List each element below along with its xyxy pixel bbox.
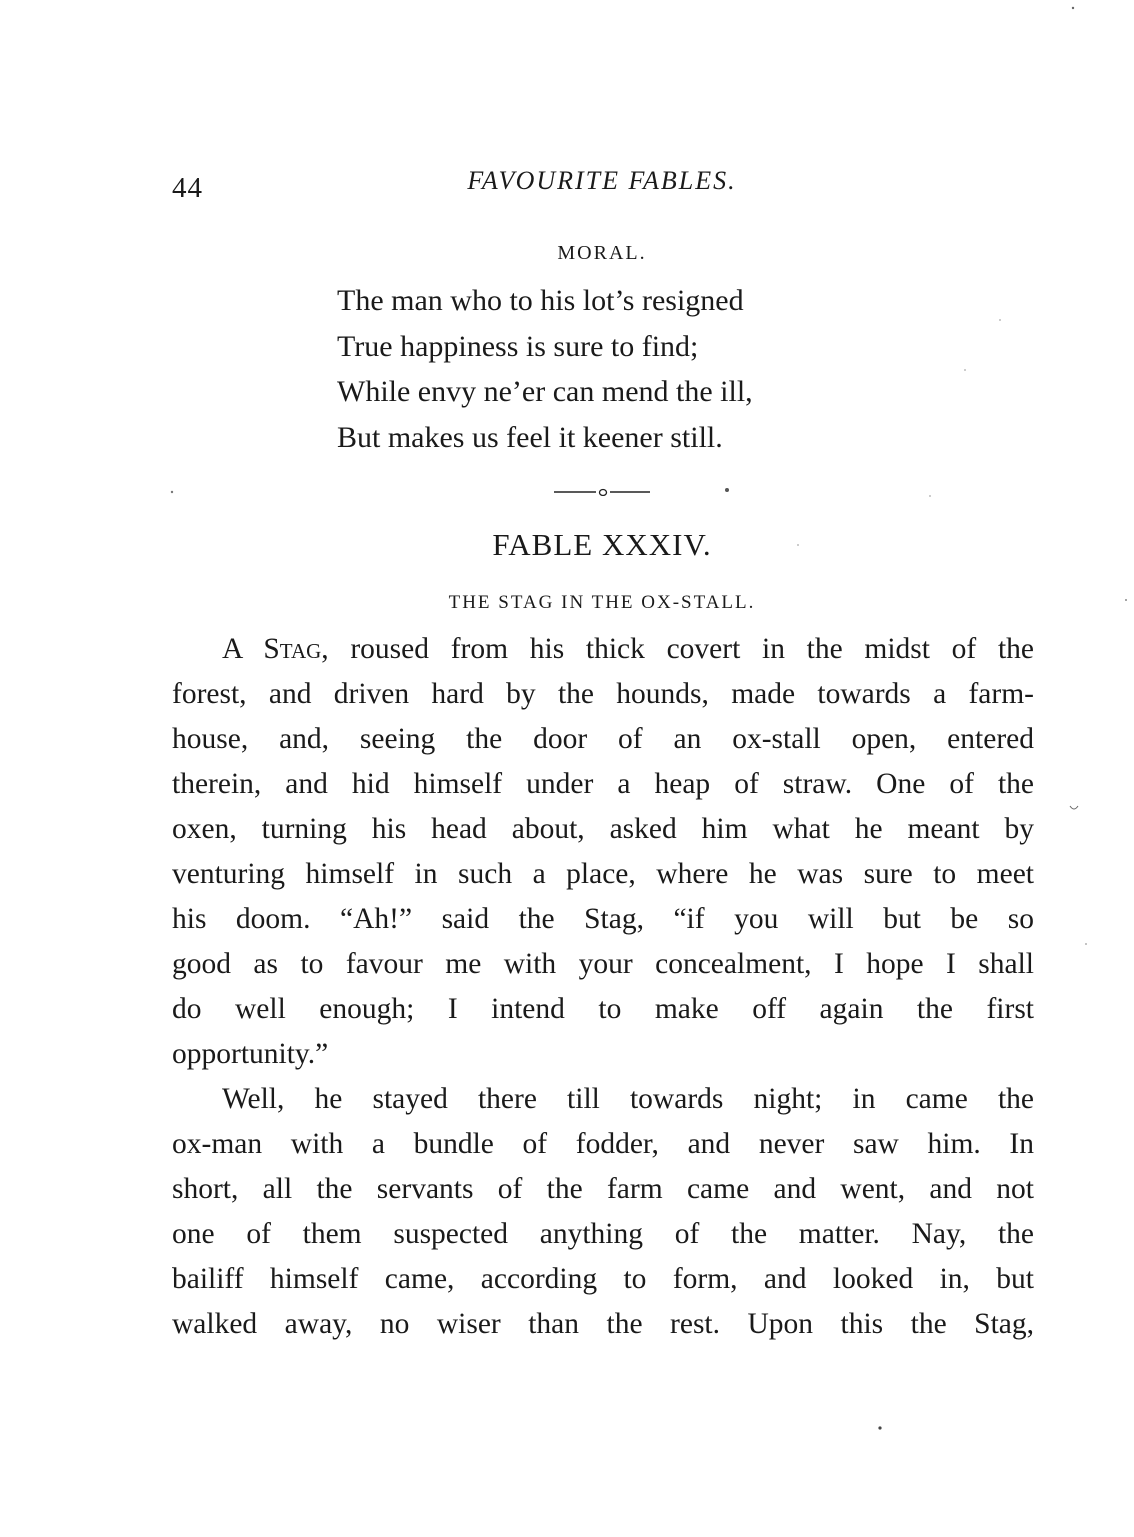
text-line: good as to favour me with your concealment, I hope I shall xyxy=(172,948,1034,980)
text-line: one of them suspected anything of the matter. Nay, the xyxy=(172,1218,1034,1250)
text-line: forest, and driven hard by the hounds, made towards a farm- xyxy=(172,678,1034,710)
text-line: bailiff himself came, according to form, and looked in, but xyxy=(172,1263,1034,1295)
text-line: walked away, no wiser than the rest. Upon this the Stag, xyxy=(172,1308,1034,1340)
first-line-rest: , roused from his thick covert in the midst of the xyxy=(321,633,1034,665)
text-line: short, all the servants of the farm came and went, and not xyxy=(172,1173,1034,1205)
page-number: 44 xyxy=(172,172,203,204)
verse-line: The man who to his lot’s resigned xyxy=(337,284,744,317)
fable-subtitle: THE STAG IN THE OX-STALL. xyxy=(448,592,756,613)
text-line: opportunity.” xyxy=(172,1038,329,1070)
verse-line: But makes us feel it keener still. xyxy=(337,420,723,454)
lead-smallcaps: Stag xyxy=(263,633,322,665)
fable-title: FABLE XXXIV. xyxy=(492,527,712,562)
text-line: house, and, seeing the door of an ox-stall open, entered xyxy=(172,723,1034,755)
verse-line: True happiness is sure to find; xyxy=(337,329,699,363)
section-divider-ornament xyxy=(554,488,654,496)
moral-verse xyxy=(337,278,753,460)
verse-line: While envy ne’er can mend the ill, xyxy=(337,375,753,408)
paragraph-first-line: Well, he stayed there till towards night; in came the xyxy=(222,1083,1034,1115)
paragraph-first-line xyxy=(172,627,1034,672)
text-line: ox-man with a bundle of fodder, and never saw him. In xyxy=(172,1128,1034,1160)
text-line: therein, and hid himself under a heap of straw. One of the xyxy=(172,768,1034,800)
text-line: venturing himself in such a place, where he was sure to meet xyxy=(172,858,1034,890)
text-line: do well enough; I intend to make off again the first xyxy=(172,993,1034,1025)
lead-text: A xyxy=(222,633,264,665)
fable-body xyxy=(172,627,1034,1347)
moral-heading: MORAL. xyxy=(557,242,647,264)
text-line: oxen, turning his head about, asked him what he meant by xyxy=(172,813,1034,845)
text-line: his doom. “Ah!” said the Stag, “if you will but be so xyxy=(172,903,1034,935)
running-title: FAVOURITE FABLES. xyxy=(467,166,737,195)
